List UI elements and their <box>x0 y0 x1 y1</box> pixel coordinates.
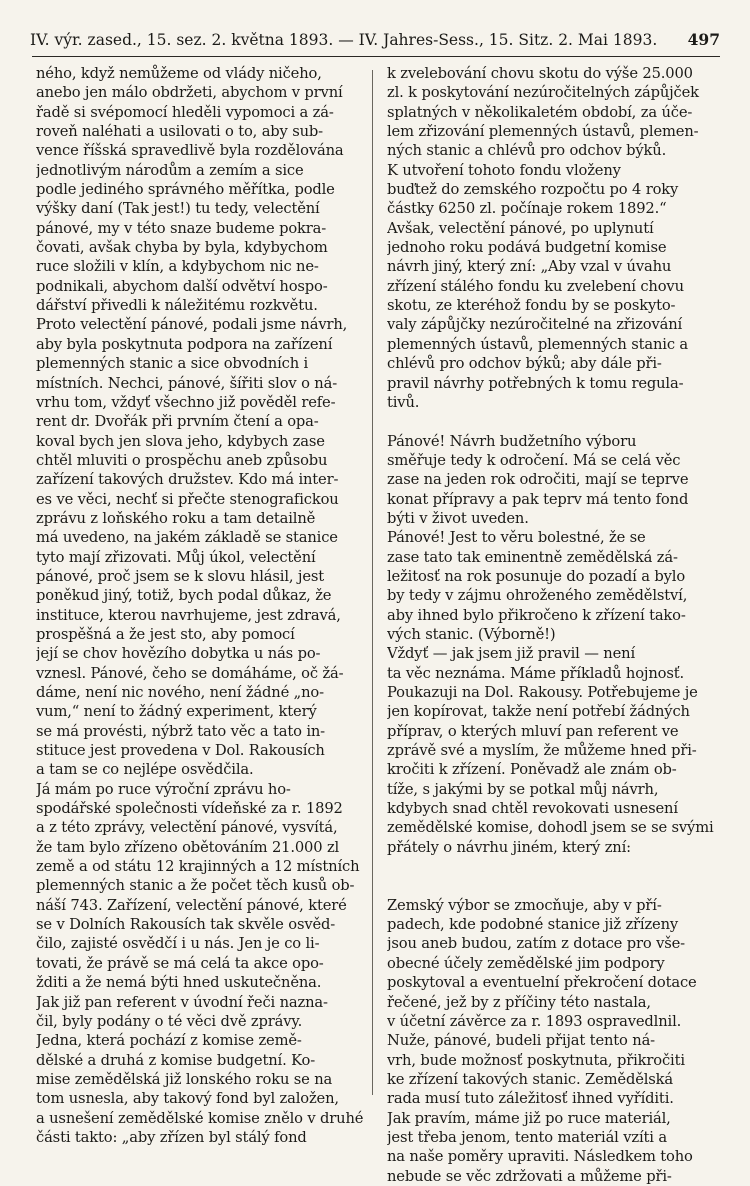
text-line: že tam bylo zřízeno obětováním 21.000 zl <box>36 838 340 856</box>
text-line: příprav, o kterých mluví pan referent ve <box>387 722 679 740</box>
text-line: její se chov hovězího dobytka u nás po- <box>36 645 321 663</box>
text-line: skotu, ze kteréhož fondu by se poskyto- <box>387 297 676 315</box>
text-line: výšky daní (Tak jest!) tu tedy, velectění <box>36 200 320 218</box>
text-line: tom usnesla, aby takový fond byl založen, <box>36 1090 339 1108</box>
text-line: žditi a že nemá býti hned uskutečněna. <box>36 974 322 992</box>
text-line: řadě si svépomocí hleděli vypomoci a zá- <box>36 103 334 121</box>
text-line: tivů. <box>387 393 420 411</box>
text-line: nebude se věc zdržovati a můžeme při- <box>387 1167 672 1185</box>
text-line: vznesl. Pánové, čeho se domáháme, oč žá- <box>36 664 344 682</box>
text-line: Jedna, která pochází z komise země- <box>36 1032 302 1050</box>
text-line: konat přípravy a pak teprv má tento fond <box>387 490 689 508</box>
text-line: směřuje tedy k odročení. Má se celá věc <box>387 451 681 469</box>
text-line: rent dr. Dvořák při prvním čtení a opa- <box>36 413 319 431</box>
text-line: pánové, my v této snaze budeme pokra- <box>36 219 327 237</box>
text-line: tyto mají zřizovati. Můj úkol, velectění <box>36 548 316 566</box>
text-line: Já mám po ruce výroční zprávu ho- <box>36 780 291 798</box>
text-line: ležitosť na rok posunuje do pozadí a bylo <box>387 567 686 585</box>
text-line: k zvelebování chovu skotu do výše 25.000 <box>387 65 693 82</box>
text-line <box>387 876 725 895</box>
text-line: zřízení stálého fondu ku zvelebení chovu <box>387 277 684 295</box>
text-line: anebo jen málo obdržeti, abychom v první <box>36 84 343 102</box>
text-line: roveň naléhati a usilovati o to, aby sub- <box>36 123 323 141</box>
text-line: čovati, avšak chyba by byla, kdybychom <box>36 239 328 257</box>
column-divider <box>372 70 373 1095</box>
text-line: poskytoval a eventuelní překročení dotace <box>387 974 697 992</box>
text-line: chtěl mluviti o prospěchu aneb způsobu <box>36 451 328 469</box>
text-line: Pánové! Návrh budžetního výboru <box>387 432 637 450</box>
text-line: mise zemědělská již lonského roku se na <box>36 1070 333 1088</box>
text-line: čil, byly podány o té věci dvě zprávy. <box>36 1012 303 1030</box>
text-line: zl. k poskytování nezúročitelných zápůjček <box>387 84 699 102</box>
text-line: zařízení takových družstev. Kdo má inter- <box>36 471 339 489</box>
text-line: místních. Nechci, pánové, šířiti slov o ná- <box>36 374 338 392</box>
text-line: chlévů pro odchov býků; aby dále při- <box>387 355 662 373</box>
text-line: vence říšská spravedlivě byla rozdělována <box>36 142 344 160</box>
text-line: aby byla poskytnuta podpora na zařízení <box>36 335 333 353</box>
text-line: Zemský výbor se zmocňuje, aby v pří- <box>387 896 662 914</box>
text-line: ke zřízení takových stanic. Zemědělská <box>387 1070 674 1088</box>
text-line: Jak pravím, máme již po ruce materiál, <box>387 1109 671 1127</box>
text-line: Pánové! Jest to věru bolestné, že se <box>387 529 646 547</box>
text-line: a usnešení zemědělské komise znělo v druhé <box>36 1109 364 1127</box>
text-line: Poukazuji na Dol. Rakousy. Potřebujeme je <box>387 684 698 701</box>
text-line: zase na jeden rok odročiti, mají se teprve <box>387 471 689 489</box>
text-line: čilo, zajisté osvědčí i u nás. Jen je co li- <box>36 935 320 953</box>
text-line: dělské a druhá z komise budgetní. Ko- <box>36 1051 316 1069</box>
text-line: zase tato tak eminentně zemědělská zá- <box>387 548 678 566</box>
text-line: vrhu tom, vždyť všechno již pověděl refe- <box>36 393 336 411</box>
text-line: ruce složili v klín, a kdybychom nic ne- <box>36 258 319 276</box>
text-line <box>387 857 725 876</box>
text-line: jest třeba jenom, tento materiál vzíti a <box>387 1128 667 1146</box>
text-line: vum,“ není to žádný experiment, který <box>36 703 317 721</box>
text-line: kročiti k zřízení. Poněvadž ale znám ob- <box>387 761 677 779</box>
text-line: jsou aneb budou, zatím z dotace pro vše- <box>387 935 685 953</box>
text-line: obecné účely zemědělské jim podpory <box>387 954 665 972</box>
text-line: a z této zprávy, velectění pánové, vysvítá, <box>36 819 338 837</box>
text-line: valy zápůjčky nezúročitelné na zřizování <box>387 316 683 334</box>
text-line: zprávu z loňského roku a tam detailně <box>36 509 316 527</box>
text-line: v účetní závěrce za r. 1893 ospravedlnil. <box>387 1012 682 1030</box>
text-line: poněkud jiný, totiž, bych podal důkaz, že <box>36 587 332 605</box>
text-line: na naše poměry upraviti. Následkem toho <box>387 1148 693 1166</box>
text-line: náší 743. Zařízení, velectění pánové, které <box>36 896 347 914</box>
text-line: ta věc neznáma. Máme příkladů hojnosť. <box>387 664 684 682</box>
text-line: země a od státu 12 krajinných a 12 místních <box>36 858 360 876</box>
left-column <box>36 64 370 1147</box>
text-line <box>387 412 725 431</box>
text-line: Avšak, velectění pánové, po uplynutí <box>387 219 654 237</box>
text-line: buďtež do zemského rozpočtu po 4 roky <box>387 181 679 199</box>
text-line: býti v život uveden. <box>387 509 529 527</box>
text-line: řečené, jež by z příčiny této nastala, <box>387 993 651 1011</box>
text-line: zemědělské komise, dohodl jsem se se svými <box>387 819 714 837</box>
text-line: koval bych jen slova jeho, kdybych zase <box>36 432 325 450</box>
text-line: ného, když nemůžeme od vlády ničeho, <box>36 65 322 82</box>
text-line: Vždyť — jak jsem již pravil — není <box>387 645 635 663</box>
text-line: stituce jest provedena v Dol. Rakousích <box>36 742 325 760</box>
text-line: K utvoření tohoto fondu vloženy <box>387 161 621 179</box>
text-line: jednoho roku podává budgetní komise <box>387 239 667 257</box>
text-line: části takto: „aby zřízen byl stálý fond <box>36 1128 307 1146</box>
text-line: rada musí tuto záležitosť ihned vyříditi. <box>387 1090 674 1108</box>
text-line: Nuže, pánové, budeli přijat tento ná- <box>387 1032 655 1050</box>
text-line: pravil návrhy potřebných k tomu regula- <box>387 374 684 392</box>
text-line: plemenných ústavů, plemenných stanic a <box>387 335 689 353</box>
text-line: má uvedeno, na jakém základě se stanice <box>36 529 338 547</box>
text-line: návrh jiný, který zní: „Aby vzal v úvahu <box>387 258 672 276</box>
text-line: tíže, s jakými by se potkal můj návrh, <box>387 780 659 798</box>
text-line: podnikali, abychom další odvětví hospo- <box>36 277 328 295</box>
text-line: by tedy v zájmu ohroženého zemědělství, <box>387 587 688 605</box>
text-line: jednotlivým národům a zemím a sice <box>36 161 304 179</box>
text-line: ných stanic a chlévů pro odchov býků. <box>387 142 667 160</box>
text-line: vých stanic. (Výborně!) <box>387 625 556 643</box>
text-line: splatných v několikaletém období, za úče- <box>387 103 693 121</box>
text-line: částky 6250 zl. počínaje rokem 1892.“ <box>387 200 667 218</box>
text-line: spodářské společnosti vídeňské za r. 1892 <box>36 800 343 818</box>
text-line: es ve věci, nechť si přečte stenografickou <box>36 490 339 508</box>
text-line: kdybych snad chtěl revokovati usnesení <box>387 800 678 818</box>
text-line: a tam se co nejlépe osvědčila. <box>36 761 254 779</box>
text-line: Jak již pan referent v úvodní řeči naznа- <box>36 993 328 1011</box>
header-rule <box>32 56 720 57</box>
text-line: vrh, bude možnosť poskytnuta, přikročiti <box>387 1051 685 1069</box>
text-line: podle jediného správného měřítka, podle <box>36 181 335 199</box>
header-text: IV. výr. zased., 15. sez. 2. května 1893. — IV. Jahres-Sess., 15. Sitz. 2. Mai 1893. <box>30 31 658 49</box>
text-line: tovati, že právě se má celá ta akce opo- <box>36 954 324 972</box>
text-line: dáme, není nic nového, není žádné „no- <box>36 684 324 701</box>
text-line: se v Dolních Rakousích tak skvěle osvěd- <box>36 916 336 934</box>
text-line: zprávě své a myslím, že můžeme hned při- <box>387 742 697 760</box>
right-column <box>387 64 725 1186</box>
running-header <box>30 30 720 50</box>
text-line: jen kopírovat, takže není potřebí žádných <box>387 703 690 721</box>
text-line: lem zřizování plemenných ústavů, plemen- <box>387 123 699 141</box>
text-line: přátely o návrhu jiném, který zní: <box>387 838 631 856</box>
page-number: 497 <box>687 30 720 49</box>
text-line: Proto velectění pánové, podali jsme návrh, <box>36 316 348 334</box>
text-line: prospěšná a že jest sto, aby pomocí <box>36 625 295 643</box>
text-line: padech, kde podobné stanice již zřízeny <box>387 916 679 934</box>
text-line: instituce, kterou navrhujeme, jest zdravá, <box>36 606 341 624</box>
text-line: plemenných stanic a sice obvodních i <box>36 355 309 373</box>
text-line: se má provésti, nýbrž tato věc a tato in- <box>36 722 325 740</box>
text-line: plemenných stanic a že počet těch kusů ob- <box>36 877 355 895</box>
text-line: pánové, proč jsem se k slovu hlásil, jest <box>36 567 325 585</box>
text-line: aby ihned bylo přikročeno k zřízení tako- <box>387 606 686 624</box>
text-line: dářství přivedli k náležitému rozkvětu. <box>36 297 318 315</box>
